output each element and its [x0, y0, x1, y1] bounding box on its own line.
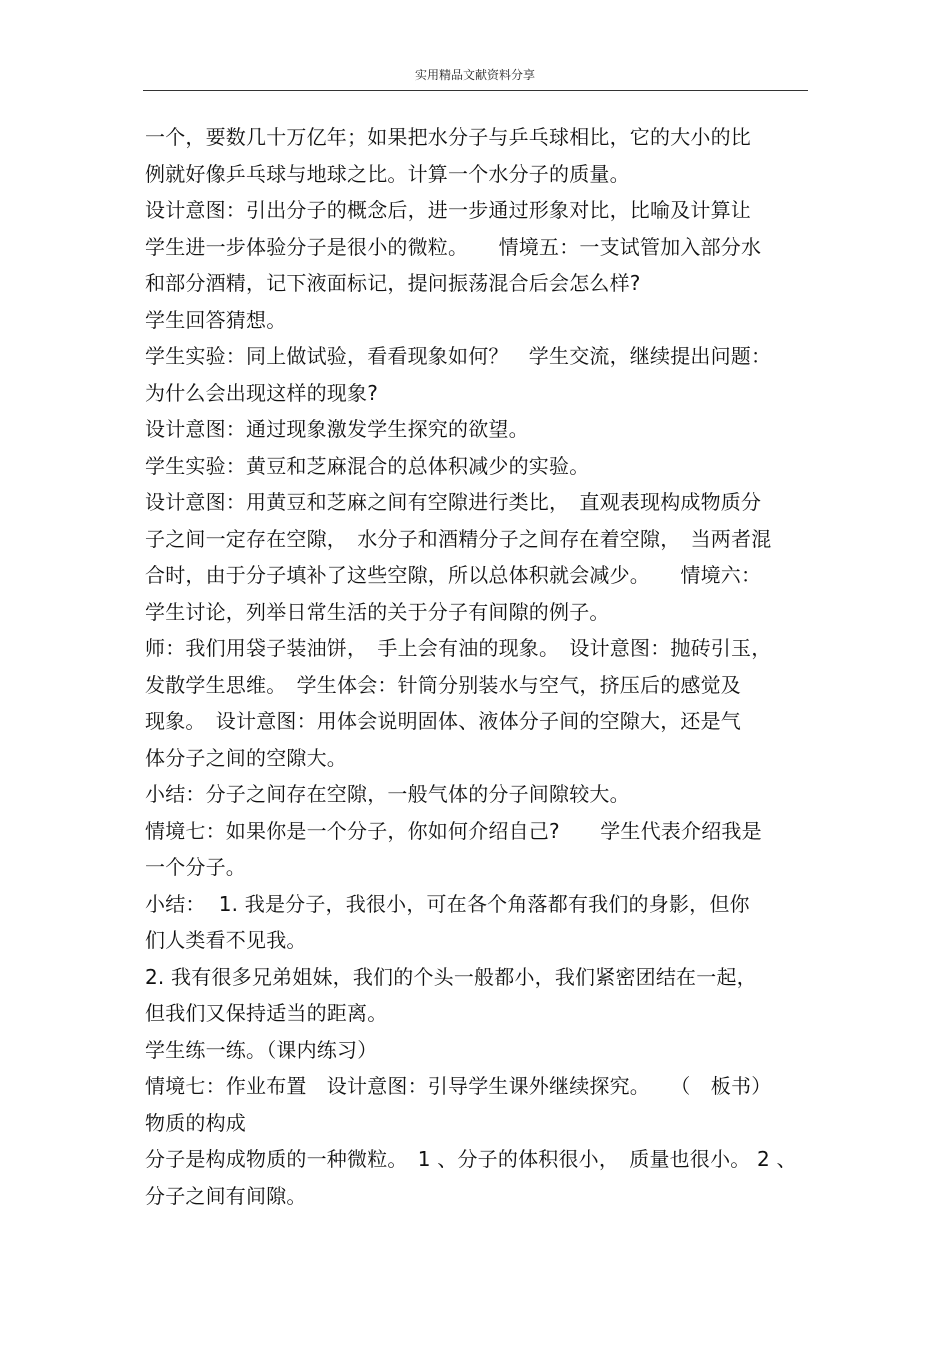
text-line: 学生练一练。（课内练习）: [145, 1037, 378, 1062]
text-line: 体分子之间的空隙大。: [145, 745, 347, 770]
text-line: 师：我们用袋子装油饼， 手上会有油的现象。 设计意图：抛砖引玉，: [145, 636, 772, 660]
text-line: 设计意图：通过现象激发学生探究的欲望。: [145, 417, 529, 441]
text-line: 学生实验：同上做试验，看看现象如何？ 学生交流，继续提出问题：: [145, 344, 772, 368]
text-line: 2. 我有很多兄弟姐妹，我们的个头一般都小，我们紧密团结在一起，: [145, 964, 757, 989]
text-line: 例就好像乒乓球与地球之比。计算一个水分子的质量。: [145, 161, 630, 186]
text-line: 学生实验：黄豆和芝麻混合的总体积减少的实验。: [145, 453, 590, 478]
header-rule: [143, 90, 808, 91]
text-line: 一个分子。: [145, 855, 246, 879]
text-line: 情境七：如果你是一个分子，你如何介绍自己? 学生代表介绍我是: [145, 818, 762, 843]
text-line: 合时，由于分子填补了这些空隙，所以总体积就会减少。 情境六：: [145, 563, 762, 587]
text-line: 物质的构成: [145, 1110, 246, 1135]
text-line: 学生讨论，列举日常生活的关于分子有间隙的例子。: [145, 599, 610, 624]
text-line: 设计意图：引出分子的概念后，进一步通过形象对比，比喻及计算让: [145, 198, 751, 222]
text-line: 小结：分子之间存在空隙，一般气体的分子间隙较大。: [145, 782, 630, 806]
text-line: 和部分酒精，记下液面标记，提问振荡混合后会怎么样?: [145, 271, 641, 295]
text-line: 发散学生思维。 学生体会：针筒分别装水与空气，挤压后的感觉及: [145, 672, 741, 697]
text-line: 但我们又保持适当的距离。: [145, 1001, 388, 1025]
text-line: 分子是构成物质的一种微粒。 1 、分子的体积很小， 质量也很小。 2 、: [145, 1147, 797, 1171]
text-line: 一个，要数几十万亿年；如果把水分子与乒乓球相比，它的大小的比: [145, 125, 751, 149]
text-line: 现象。 设计意图：用体会说明固体、液体分子间的空隙大，还是气: [145, 709, 741, 733]
text-line: 子之间一定存在空隙， 水分子和酒精分子之间存在着空隙， 当两者混: [145, 526, 772, 551]
text-line: 设计意图：用黄豆和芝麻之间有空隙进行类比， 直观表现构成物质分: [145, 490, 762, 514]
page-header: 实用精品文献资料分享: [414, 68, 535, 82]
text-line: 为什么会出现这样的现象?: [145, 380, 379, 405]
text-line: 分子之间有间隙。: [145, 1183, 307, 1208]
document-body: [145, 119, 810, 1214]
text-line: 们人类看不见我。: [145, 928, 307, 952]
text-line: 小结： 1. 我是分子，我很小，可在各个角落都有我们的身影，但你: [145, 891, 750, 916]
text-line: 学生回答猜想。: [145, 307, 287, 332]
text-line: 情境七：作业布置 设计意图：引导学生课外继续探究。 （ 板书）: [145, 1074, 772, 1098]
text-line: 学生进一步体验分子是很小的微粒。 情境五：一支试管加入部分水: [145, 234, 762, 259]
